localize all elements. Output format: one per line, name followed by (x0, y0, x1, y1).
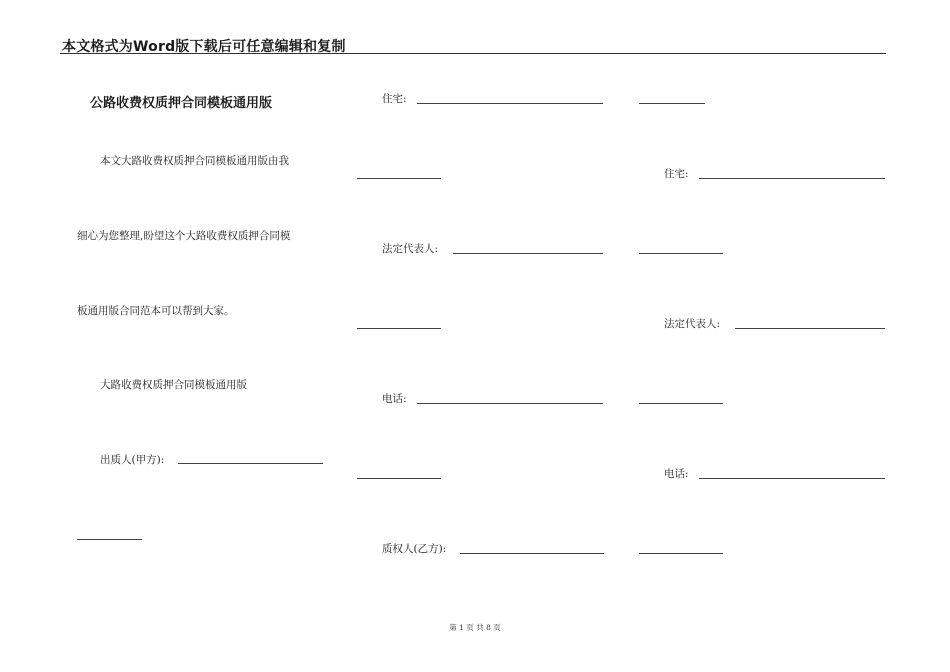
phone-label-col2: 电话: (382, 393, 407, 405)
pledgor-label: 出质人(甲方): (100, 454, 165, 466)
page-number: 第 1 页 共 8 页 (449, 623, 501, 632)
intro-line-2: 细心为您整理,盼望这个大路收费权质押合同模 (77, 230, 291, 242)
legal-rep-blank-col2-continued[interactable] (357, 328, 441, 329)
address-blank-col3[interactable] (699, 178, 885, 179)
intro-line-3: 板通用版合同范本可以帮到大家。 (77, 305, 235, 317)
phone-blank-col2[interactable] (417, 403, 603, 404)
pledgor-blank-continued[interactable] (77, 539, 142, 540)
pledgor-blank[interactable] (178, 463, 323, 464)
legal-rep-blank-col3[interactable] (735, 328, 885, 329)
phone-label-col3: 电话: (664, 468, 689, 480)
col3-blank-top[interactable] (639, 103, 705, 104)
header-divider (60, 53, 886, 54)
address-blank-col3-continued[interactable] (639, 253, 723, 254)
phone-blank-col3-continued[interactable] (639, 553, 723, 554)
address-blank-col2[interactable] (417, 103, 603, 104)
phone-blank-col2-continued[interactable] (357, 478, 441, 479)
address-label-col2: 住宅: (382, 93, 407, 105)
document-title: 公路收费权质押合同模板通用版 (90, 96, 273, 111)
intro-line-1: 本文大路收费权质押合同模板通用版由我 (100, 155, 289, 167)
header-banner: 本文格式为Word版下载后可任意编辑和复制 (62, 39, 346, 55)
pledgee-label: 质权人(乙方): (382, 543, 447, 555)
address-blank-col2-continued[interactable] (357, 178, 441, 179)
legal-rep-label-col3: 法定代表人: (664, 318, 721, 330)
phone-blank-col3[interactable] (699, 478, 885, 479)
legal-rep-label-col2: 法定代表人: (382, 243, 439, 255)
legal-rep-blank-col3-continued[interactable] (639, 403, 723, 404)
legal-rep-blank-col2[interactable] (453, 253, 603, 254)
address-label-col3: 住宅: (664, 168, 689, 180)
contract-subtitle: 大路收费权质押合同模板通用版 (100, 379, 247, 391)
pledgee-blank[interactable] (460, 553, 604, 554)
